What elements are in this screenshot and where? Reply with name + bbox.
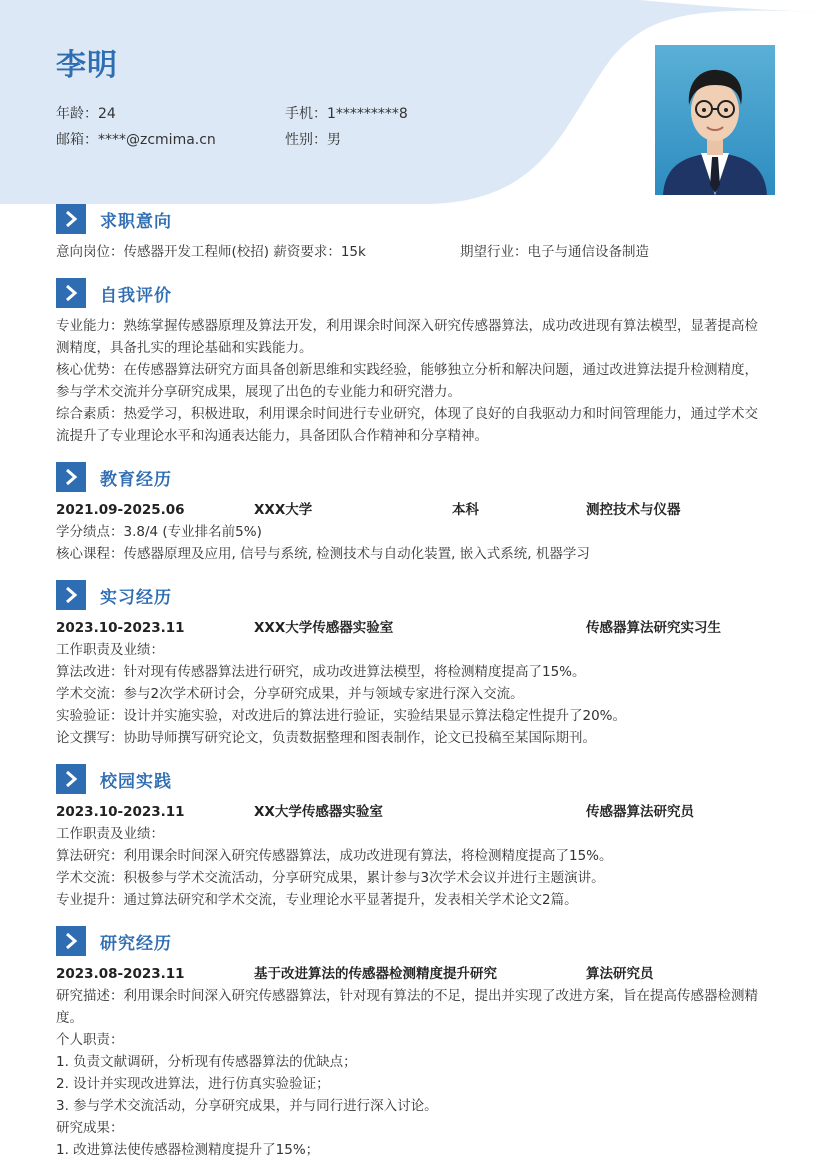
section-self-evaluation	[56, 277, 766, 447]
chevron-right-icon	[56, 580, 86, 610]
campus-line: 学术交流：积极参与学术交流活动，分享研究成果，累计参与3次学术会议并进行主题演讲。	[56, 870, 605, 886]
section-title: 教育经历	[100, 469, 172, 490]
phone-info: 手机：1*********8	[285, 106, 408, 122]
education-row	[56, 499, 766, 521]
research-project: 基于改进算法的传感器检测精度提升研究	[254, 966, 497, 982]
research-line: 个人职责：	[56, 1032, 124, 1048]
section-header	[56, 461, 766, 493]
research-period: 2023.08-2023.11	[56, 966, 185, 982]
section-job-intent	[56, 203, 766, 263]
chevron-right-icon	[56, 462, 86, 492]
internship-line: 学术交流：参与2次学术研讨会，分享研究成果，并与领域专家进行深入交流。	[56, 686, 524, 702]
research-line: 研究描述：利用课余时间深入研究传感器算法，针对现有算法的不足，提出并实现了改进方案，旨在提高传感器检测精度。	[56, 988, 758, 1026]
chevron-right-icon	[56, 204, 86, 234]
expected-industry: 期望行业：电子与通信设备制造	[460, 244, 649, 260]
section-title: 求职意向	[100, 211, 172, 232]
section-header	[56, 203, 766, 235]
section-header	[56, 763, 766, 795]
section-title: 校园实践	[100, 771, 172, 792]
research-line: 1. 负责文献调研，分析现有传感器算法的优缺点；	[56, 1054, 357, 1070]
research-line: 2. 设计并实现改进算法，进行仿真实验验证；	[56, 1076, 330, 1092]
campus-row	[56, 801, 766, 823]
section-header	[56, 579, 766, 611]
research-role: 算法研究员	[586, 966, 654, 982]
internship-line: 工作职责及业绩：	[56, 642, 164, 658]
education-school: XXX大学	[254, 502, 313, 518]
section-internship	[56, 579, 766, 749]
campus-period: 2023.10-2023.11	[56, 804, 185, 820]
profile-photo	[655, 45, 775, 195]
internship-line: 实验验证：设计并实施实验，对改进后的算法进行验证，实验结果显示算法稳定性提升了20%。	[56, 708, 627, 724]
internship-period: 2023.10-2023.11	[56, 620, 185, 636]
age-info: 年龄：24	[56, 106, 116, 122]
internship-row	[56, 617, 766, 639]
campus-org: XX大学传感器实验室	[254, 804, 383, 820]
section-header	[56, 277, 766, 309]
education-degree: 本科	[452, 502, 479, 518]
internship-line: 论文撰写：协助导师撰写研究论文，负责数据整理和图表制作，论文已投稿至某国际期刊。	[56, 730, 596, 746]
section-title: 实习经历	[100, 587, 172, 608]
chevron-right-icon	[56, 926, 86, 956]
campus-role: 传感器算法研究员	[586, 804, 694, 820]
research-row	[56, 963, 766, 985]
email-info: 邮箱：****@zcmima.cn	[56, 132, 216, 148]
chevron-right-icon	[56, 278, 86, 308]
section-header	[56, 925, 766, 957]
education-period: 2021.09-2025.06	[56, 502, 185, 518]
research-line: 3. 参与学术交流活动，分享研究成果，并与同行进行深入讨论。	[56, 1098, 438, 1114]
internship-role: 传感器算法研究实习生	[586, 620, 721, 636]
intended-position: 意向岗位：传感器开发工程师(校招) 薪资要求：15k	[56, 244, 366, 260]
education-major: 测控技术与仪器	[586, 502, 681, 518]
self-eval-line: 综合素质：热爱学习，积极进取，利用课余时间进行专业研究，体现了良好的自我驱动力和时间管理能力，通过学术交流提升了专业理论水平和沟通表达能力，具备团队合作精神和分享精神。	[56, 406, 758, 444]
section-title: 研究经历	[100, 933, 172, 954]
section-campus-practice	[56, 763, 766, 911]
campus-line: 专业提升：通过算法研究和学术交流，专业理论水平显著提升，发表相关学术论文2篇。	[56, 892, 578, 908]
research-line: 研究成果：	[56, 1120, 124, 1136]
section-education	[56, 461, 766, 565]
self-eval-line: 核心优势：在传感器算法研究方面具备创新思维和实践经验，能够独立分析和解决问题，通过改进算法提升检测精度，参与学术交流并分享研究成果，展现了出色的专业能力和研究潜力。	[56, 362, 758, 400]
resume-content	[56, 203, 766, 1175]
campus-line: 算法研究：利用课余时间深入研究传感器算法，成功改进现有算法，将检测精度提高了15%。	[56, 848, 613, 864]
chevron-right-icon	[56, 764, 86, 794]
education-line: 核心课程：传感器原理及应用, 信号与系统, 检测技术与自动化装置, 嵌入式系统, 机器学习	[56, 546, 590, 562]
candidate-name: 李明	[56, 48, 118, 83]
education-line: 学分绩点：3.8/4 (专业排名前5%)	[56, 524, 262, 540]
internship-line: 算法改进：针对现有传感器算法进行研究，成功改进算法模型，将检测精度提高了15%。	[56, 664, 586, 680]
gender-info: 性别：男	[285, 132, 341, 148]
self-eval-line: 专业能力：熟练掌握传感器原理及算法开发，利用课余时间深入研究传感器算法，成功改进现有算法模型，显著提高检测精度，具备扎实的理论基础和实践能力。	[56, 318, 758, 356]
section-research	[56, 925, 766, 1161]
campus-line: 工作职责及业绩：	[56, 826, 164, 842]
section-title: 自我评价	[100, 285, 172, 306]
internship-org: XXX大学传感器实验室	[254, 620, 394, 636]
research-line: 1. 改进算法使传感器检测精度提升了15%；	[56, 1142, 320, 1158]
